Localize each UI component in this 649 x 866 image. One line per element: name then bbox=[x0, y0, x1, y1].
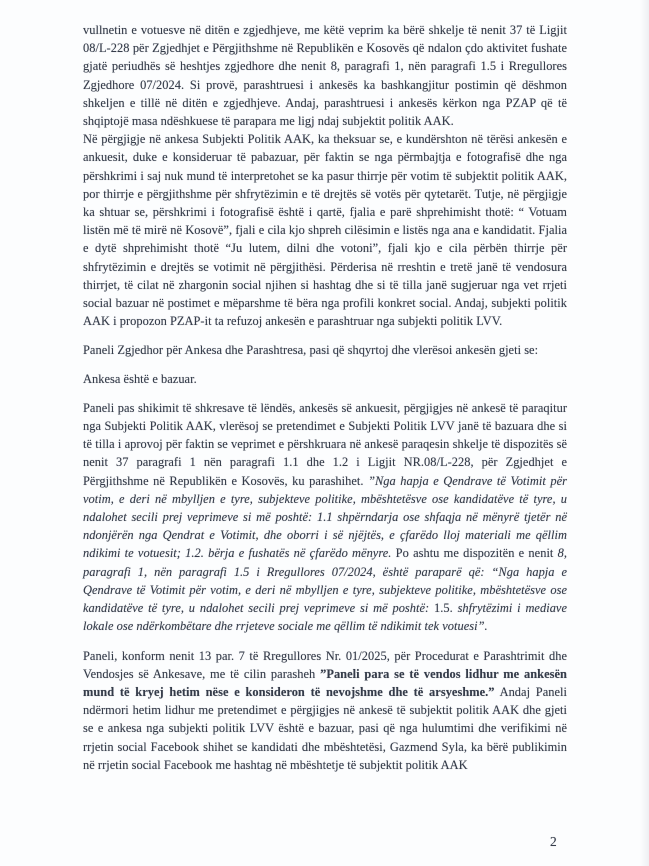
paragraph-aak-response: Në përgjigje në ankesa Subjekti Politik AAK, ka theksuar se, e kundërshton në tërësi ankesën e ankuesit, duke e konsideruar të pabazuar, për faktin se nga përmbajtja e fotografisë dhe nga përshkrimi i saj nuk mund të interpretohet se ka pasur thirrje për votim të subjektit politik AAK, por thirrje e përgjithshme për shfrytëzimin e të drejtës së votës për qytetarët. Tutje, në përgjigje ka shtuar se, përshkrimi i fotografisë është i qartë, fjalia e parë shprehimisht thotë: “ Votuam listën më të mirë në Kosovë”, fjali e cila kjo shpreh cilësimin e listës nga ana e kandidatit. Fjalia e dytë shprehimisht thotë “Ju lutem, dilni dhe votoni”, fjali kjo e cila përbën thirrje për shfrytëzimin e drejtës se votimit në përgjithësi. Përderisa në rreshtin e tretë janë të vendosura thirrjet, të cilat në zhargonin social njihen si hashtag dhe si të tilla janë sugjeruar nga vet rrjeti social bazuar në postimet e mëparshme të bëra nga profili konkret social. Andaj, subjekti politik AAK i propozon PZAP-it ta refuzoj ankesën e parashtruar nga subjekti politik LVV. bbox=[83, 132, 567, 329]
line-finding-statement: Ankesa është e bazuar. bbox=[83, 371, 197, 386]
paragraph-campaign-silence-violation: vullnetin e votuesve në ditën e zgjedhjeve, me këtë veprim ka bërë shkelje të nenit 37 të Ligjit 08/L-228 për Zgjedhjet e Përgjithshme në Republikën e Kosovës që ndalon çdo aktivitet fushate gjatë periudhës së heshtjes zgjedhore dhe nenit 8, paragrafi 1, nën paragrafi 1.5 i Rregullores Zgjedhore 07/2024. Si provë, parashtruesi i ankesës ka bashkangjitur postimin që dëshmon shkeljen e tillë në ditën e zgjedhjeve. Andaj, parashtruesi i ankesës kërkon nga PZAP që të shqiptojë masa ndëshkuese të parapara me ligj ndaj subjektit politik AAK. bbox=[83, 23, 567, 129]
paragraph-panel-investigation: Paneli, konform nenit 13 par. 7 të Rregullores Nr. 01/2025, për Procedurat e Parashtrimit dhe Vendosjes së Ankesave, me të cilin parasheh ”Paneli para se të vendos lidhur me ankesën mund të kryej hetim nëse e konsideron të nevojshme dhe të arsyeshme.” Andaj Paneli ndërmori hetim lidhur me pretendimet e përgjigjes në ankesë të subjektit politik AAK dhe gjeti se e ankesa nga subjekti politik LVV është e bazuar, pasi që nga hulumtimi dhe verifikimi në rrjetin social Facebook shihet se kandidati dhe mbështetësi, Gazmend Syla, ka bërë publikimin në rrjetin social Facebook me hashtag në mbështetje të subjektit politik AAK bbox=[83, 648, 567, 772]
page-number: 2 bbox=[550, 834, 557, 849]
paragraph-panel-assessment: Paneli pas shikimit të shkresave të lëndës, ankesës së ankuesit, përgjigjes në ankesë të paraqitur nga Subjekti Politik AAK, vlerësoj se pretendimet e Subjekti Politik LVV janë të bazuara dhe si të tilla i aprovoj për faktin se veprimet e përshkruara në ankesë paraqesin shkelje të dispozitës së nenit 37 paragrafi 1 nën paragrafi 1.1 dhe 1.2 i Ligjit NR.08/L-228, për Zgjedhjet e Përgjithshme në Republikën e Kosovës, ku parashihet. ”Nga hapja e Qendrave të Votimit për votim, e deri në mbylljen e tyre, subjekteve politike, mbështetësve ose kandidatëve të tyre, u ndalohet secili prej veprimeve si më poshtë: 1.1 shpërndarja ose shfaqja në mënyrë tjetër në ndonjërën nga Qendrat e Votimit, dhe oborri i së njëjtës, e çfarëdo lloj materiali me qëllim ndikimi te votuesit; 1.2. bërja e fushatës në çfarëdo mënyre. Po ashtu me dispozitën e nenit 8, paragrafi 1, nën paragrafi 1.5 i Rregullores 07/2024, është paraparë që: “Nga hapja e Qendrave të Votimit për votim, e deri në mbylljen e tyre, subjekteve politike, mbështetësve ose kandidatëve të tyre, u ndalohet secili prej veprimeve si më poshtë: 1.5. shfrytëzimi i mediave lokale ose ndërkombëtare dhe rrjeteve sociale me qëllim të ndikimit tek votuesi”. bbox=[83, 400, 568, 634]
line-panel-review-statement: Paneli Zgjedhor për Ankesa dhe Parashtresa, pasi që shqyrtoj dhe vlerësoi ankesën gjeti se: bbox=[83, 343, 539, 358]
document-text-block bbox=[83, 21, 567, 774]
